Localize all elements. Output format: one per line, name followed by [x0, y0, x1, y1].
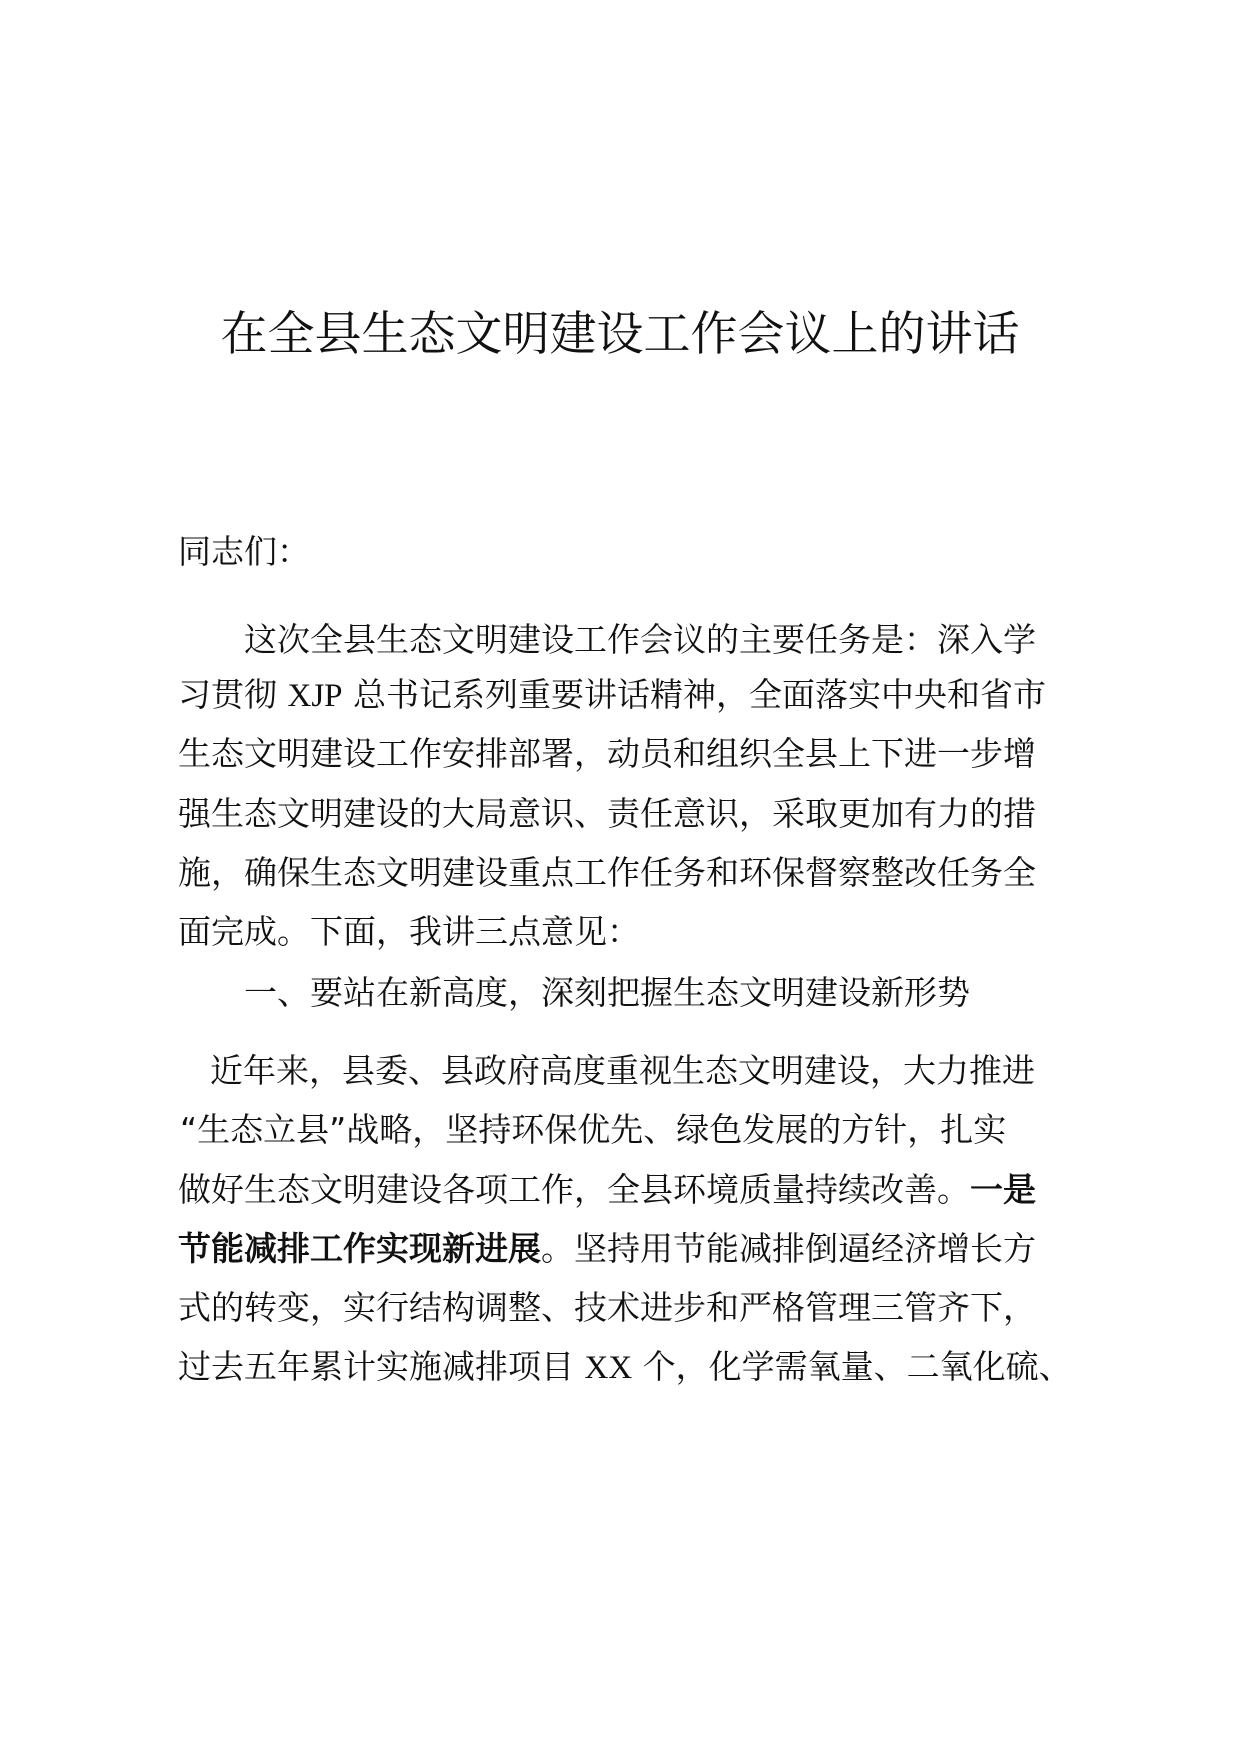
para1-line3: 生态文明建设工作安排部署，动员和组织全县上下进一步增: [178, 734, 1036, 773]
para2-line4-text: 。坚持用节能减排倒逼经济增长方: [541, 1229, 1036, 1268]
para1-line5: 施，确保生态文明建设重点工作任务和环保督察整改任务全: [178, 853, 1036, 892]
para2-line2: “生态立县”战略，坚持环保优先、绿色发展的方针，扎实: [180, 1110, 1007, 1149]
para2-line3: [178, 1168, 1078, 1212]
para1-line2: [178, 673, 1078, 718]
para1-line2-text-a: 习贯彻: [178, 675, 288, 714]
para1-line6: 面完成。下面，我讲三点意见：: [178, 912, 640, 951]
para2-line6: [178, 1345, 1078, 1390]
para2-line5: 式的转变，实行结构调整、技术进步和严格管理三管齐下，: [178, 1288, 1036, 1327]
para1-line2-name: XJP: [287, 678, 343, 714]
para2-line6-text-b: 个，化学需氧量、二氧化硫、: [632, 1347, 1072, 1386]
para2-line3-bold: 一是: [970, 1170, 1036, 1209]
para1-line4: 强生态文明建设的大局意识、责任意识，采取更加有力的措: [178, 794, 1036, 833]
para2-line6-count: XX: [584, 1350, 633, 1386]
document-title: 在全县生态文明建设工作会议上的讲话: [220, 307, 1020, 362]
para1-line1: 这次全县生态文明建设工作会议的主要任务是：深入学: [244, 620, 1036, 659]
para2-line4-bold: 节能减排工作实现新进展: [178, 1229, 541, 1268]
para2-line1: 近年来，县委、县政府高度重视生态文明建设，大力推进: [210, 1051, 1035, 1090]
para2-line3-text: 做好生态文明建设各项工作，全县环境质量持续改善。: [178, 1170, 970, 1209]
salutation: 同志们：: [178, 532, 310, 571]
para2-line4: [178, 1227, 1078, 1271]
para2-line6-text-a: 过去五年累计实施减排项目: [178, 1347, 585, 1386]
section-heading-1: 一、要站在新高度，深刻把握生态文明建设新形势: [244, 973, 970, 1012]
para1-line2-text-b: 总书记系列重要讲话精神，全面落实中央和省市: [342, 675, 1047, 714]
